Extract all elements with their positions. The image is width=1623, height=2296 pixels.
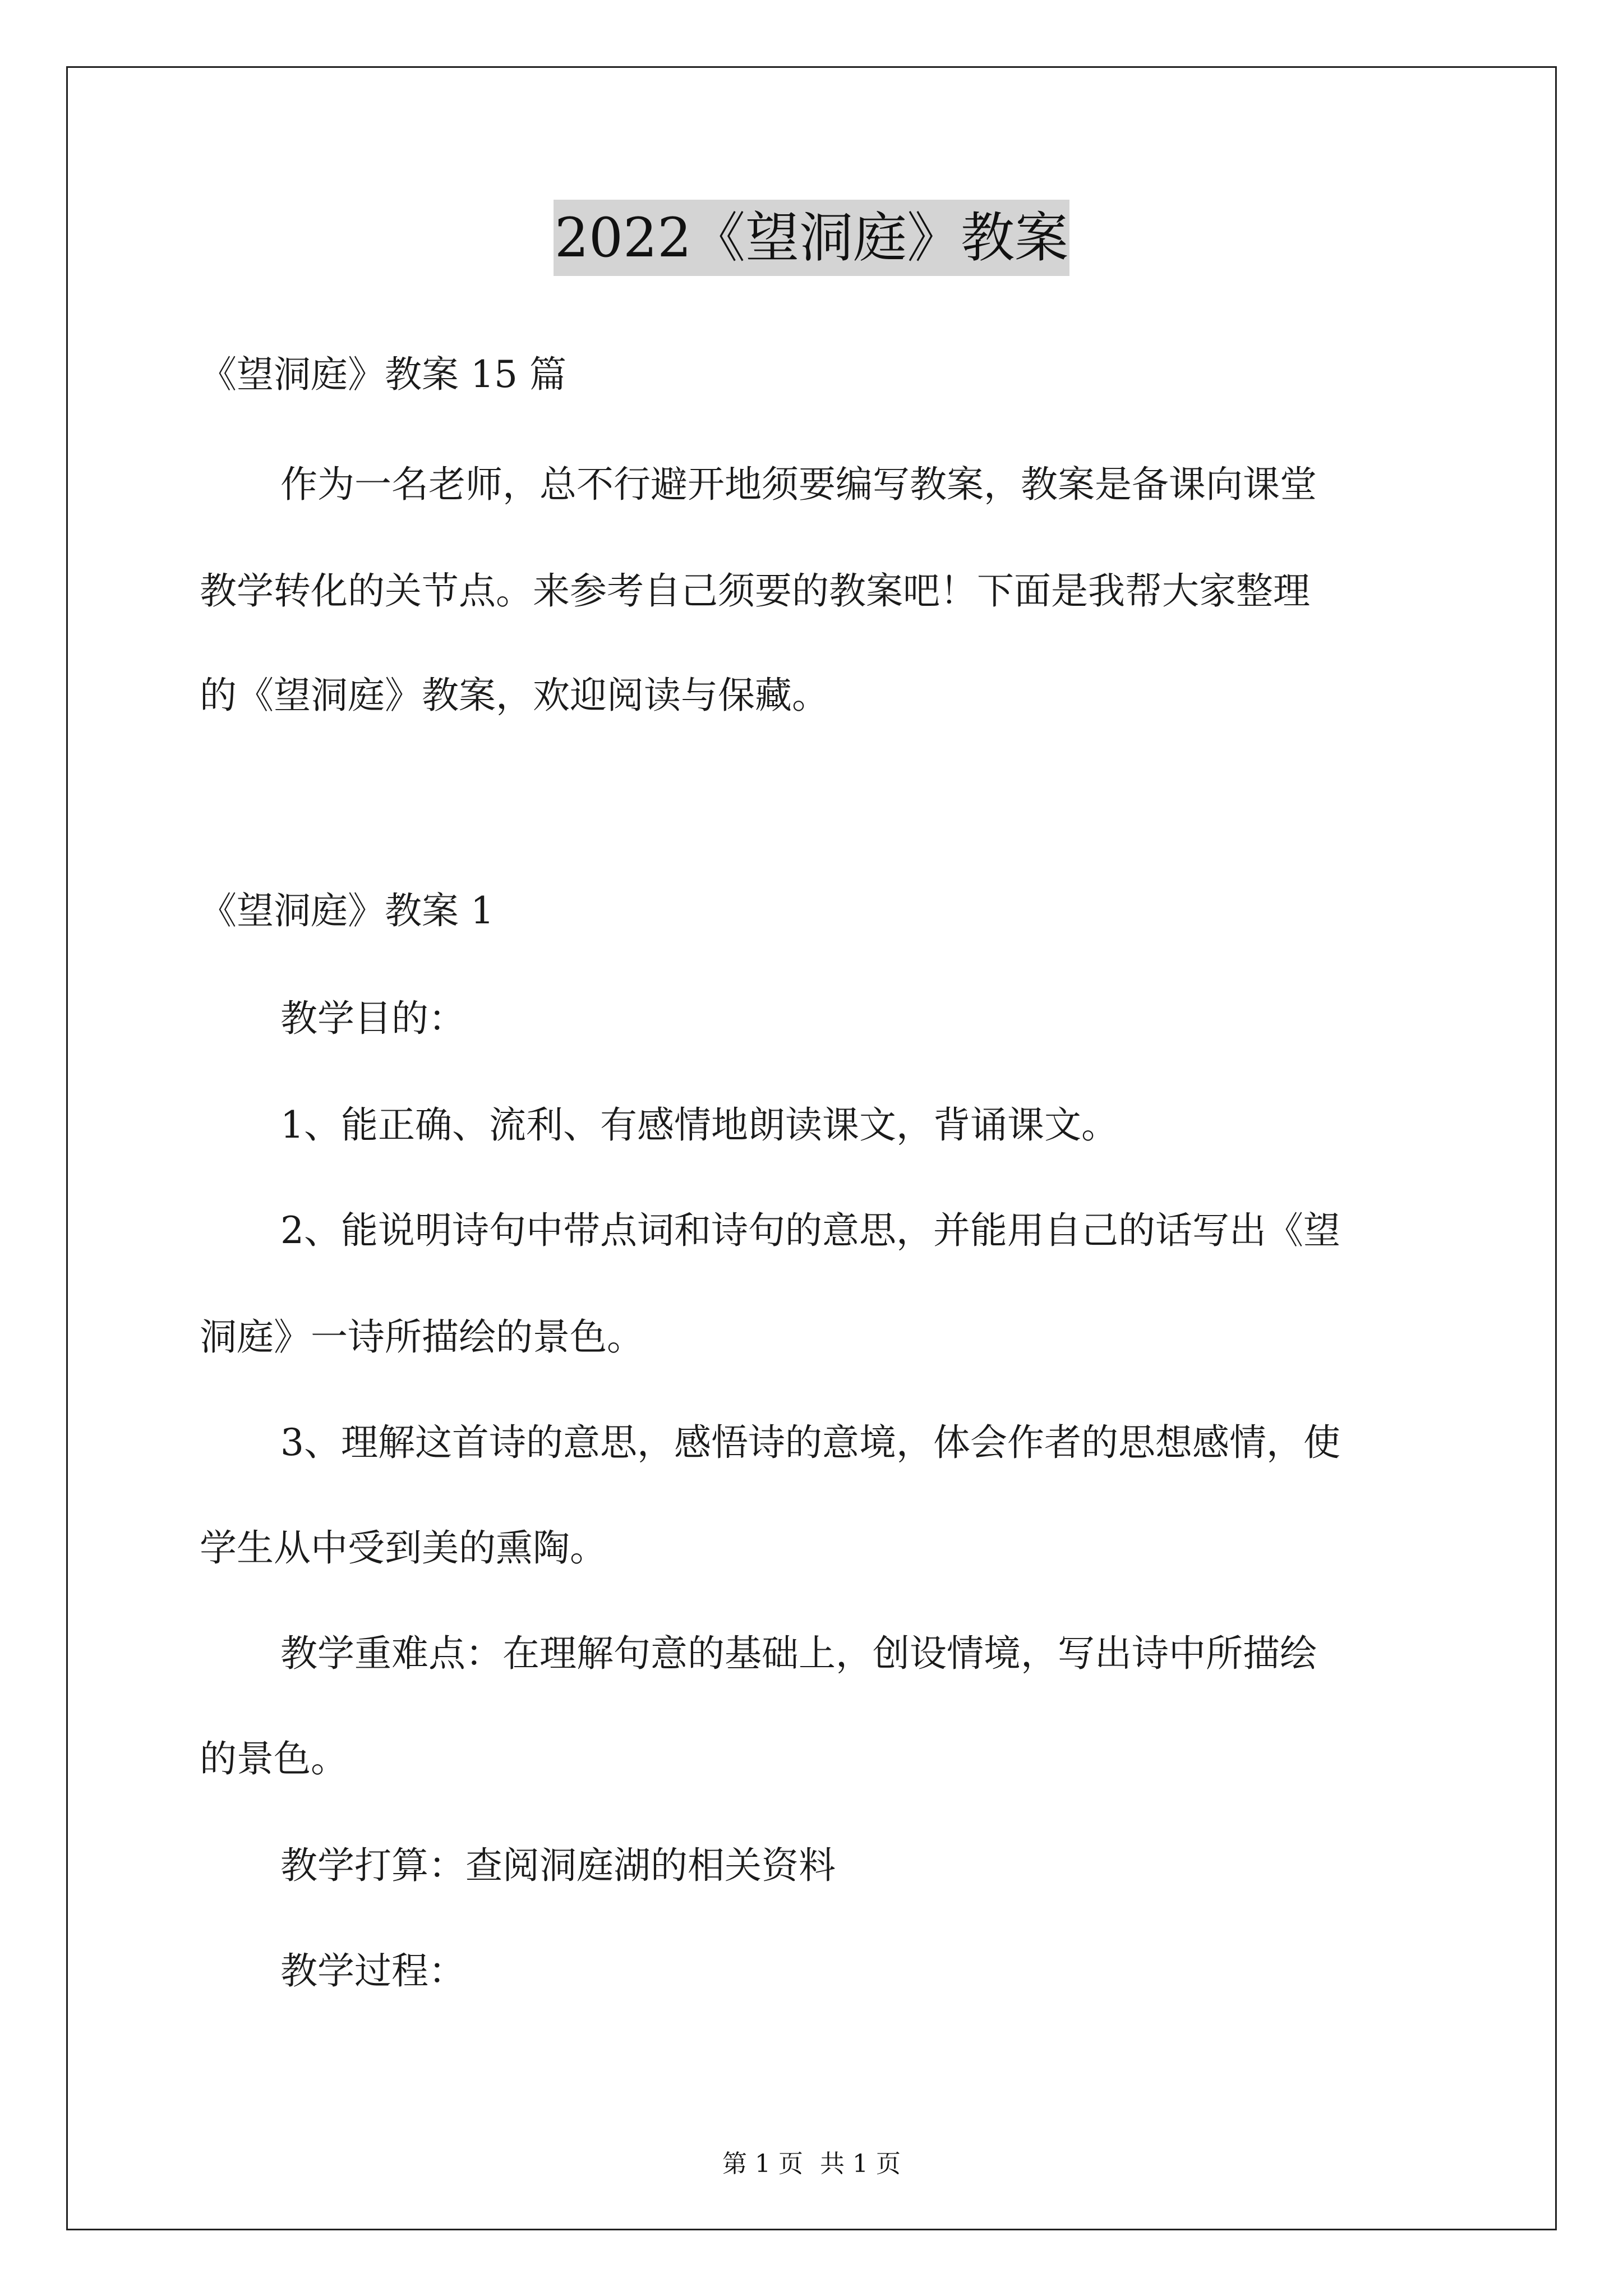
objectives-heading: 教学目的： — [280, 997, 465, 1040]
objective-1: 1、能正确、流利、有感情地朗读课文，背诵课文。 — [280, 1103, 1118, 1147]
subtitle-line: 《望洞庭》教案 15 篇 — [200, 353, 566, 396]
objective-3-line-2: 学生从中受到美的熏陶。 — [200, 1526, 607, 1570]
page-total: 共 1 页 — [820, 2150, 901, 2178]
key-points-line-1: 教学重难点：在理解句意的基础上，创设情境，写出诗中所描绘 — [280, 1632, 1317, 1675]
intro-line-1: 作为一名老师，总不行避开地须要编写教案，教案是备课向课堂 — [280, 463, 1317, 506]
key-points-line-2: 的景色。 — [200, 1737, 348, 1780]
document-title: 2022《望洞庭》教案 — [554, 200, 1069, 276]
title-container — [0, 200, 1623, 276]
intro-line-3: 的《望洞庭》教案，欢迎阅读与保藏。 — [200, 674, 829, 717]
page-footer — [0, 2147, 1623, 2181]
intro-line-2: 教学转化的关节点。来参考自己须要的教案吧！下面是我帮大家整理 — [200, 569, 1310, 613]
objective-2-line-2: 洞庭》一诗所描绘的景色。 — [200, 1315, 644, 1359]
section-heading: 《望洞庭》教案 1 — [200, 889, 494, 932]
preparation-line: 教学打算：查阅洞庭湖的相关资料 — [280, 1844, 836, 1887]
process-heading: 教学过程： — [280, 1949, 465, 1993]
page-number: 第 1 页 — [722, 2150, 803, 2178]
objective-2-line-1: 2、能说明诗句中带点词和诗句的意思，并能用自己的话写出《望 — [280, 1209, 1340, 1252]
objective-3-line-1: 3、理解这首诗的意思，感悟诗的意境，体会作者的思想感情，使 — [280, 1421, 1340, 1464]
